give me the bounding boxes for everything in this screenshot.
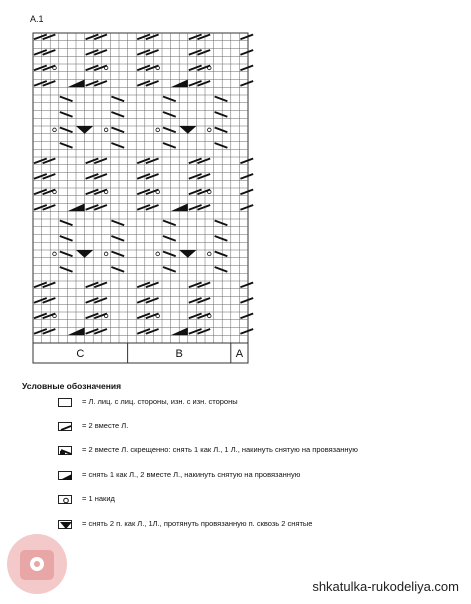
k2tog-tbl-icon: [58, 446, 72, 455]
legend-item-yarn-over: [58, 492, 115, 506]
knit-stitch-icon: [58, 398, 72, 407]
section-label-C: C: [76, 348, 85, 360]
section-label-A: A: [235, 348, 244, 360]
skp-icon: [58, 471, 72, 480]
yarn-over-icon: [58, 495, 72, 504]
legend-title: Условные обозначения: [22, 381, 122, 391]
legend-item-k2tog: [58, 419, 128, 433]
watermark: shkatulka-rukodeliya.com: [312, 579, 459, 594]
legend-item-skp: [58, 468, 300, 482]
site-logo: [4, 524, 70, 600]
chart-title: A.1: [30, 14, 44, 24]
legend-item-s2kp: [58, 517, 312, 531]
legend-text: = снять 1 как Л., 2 вместе Л., накинуть снятую на провязанную: [82, 470, 301, 479]
legend-text: = снять 2 п. как Л., 1Л., протянуть провязанную п. сквозь 2 снятые: [82, 519, 313, 528]
legend-text: = 2 вместе Л. скрещенно: снять 1 как Л., 1 Л., накинуть снятую на провязанную: [82, 445, 358, 454]
legend-text: = Л. лиц. с лиц. стороны, изн. с изн. стороны: [82, 397, 238, 406]
legend-item-knit: [58, 395, 238, 409]
legend-text: = 2 вместе Л.: [82, 421, 129, 430]
section-label-row: [33, 343, 248, 363]
k2tog-icon: [58, 422, 72, 431]
section-label-B: B: [175, 348, 183, 360]
legend-text: = 1 накид: [82, 494, 115, 503]
legend-item-k2tog-tbl: [58, 443, 358, 457]
